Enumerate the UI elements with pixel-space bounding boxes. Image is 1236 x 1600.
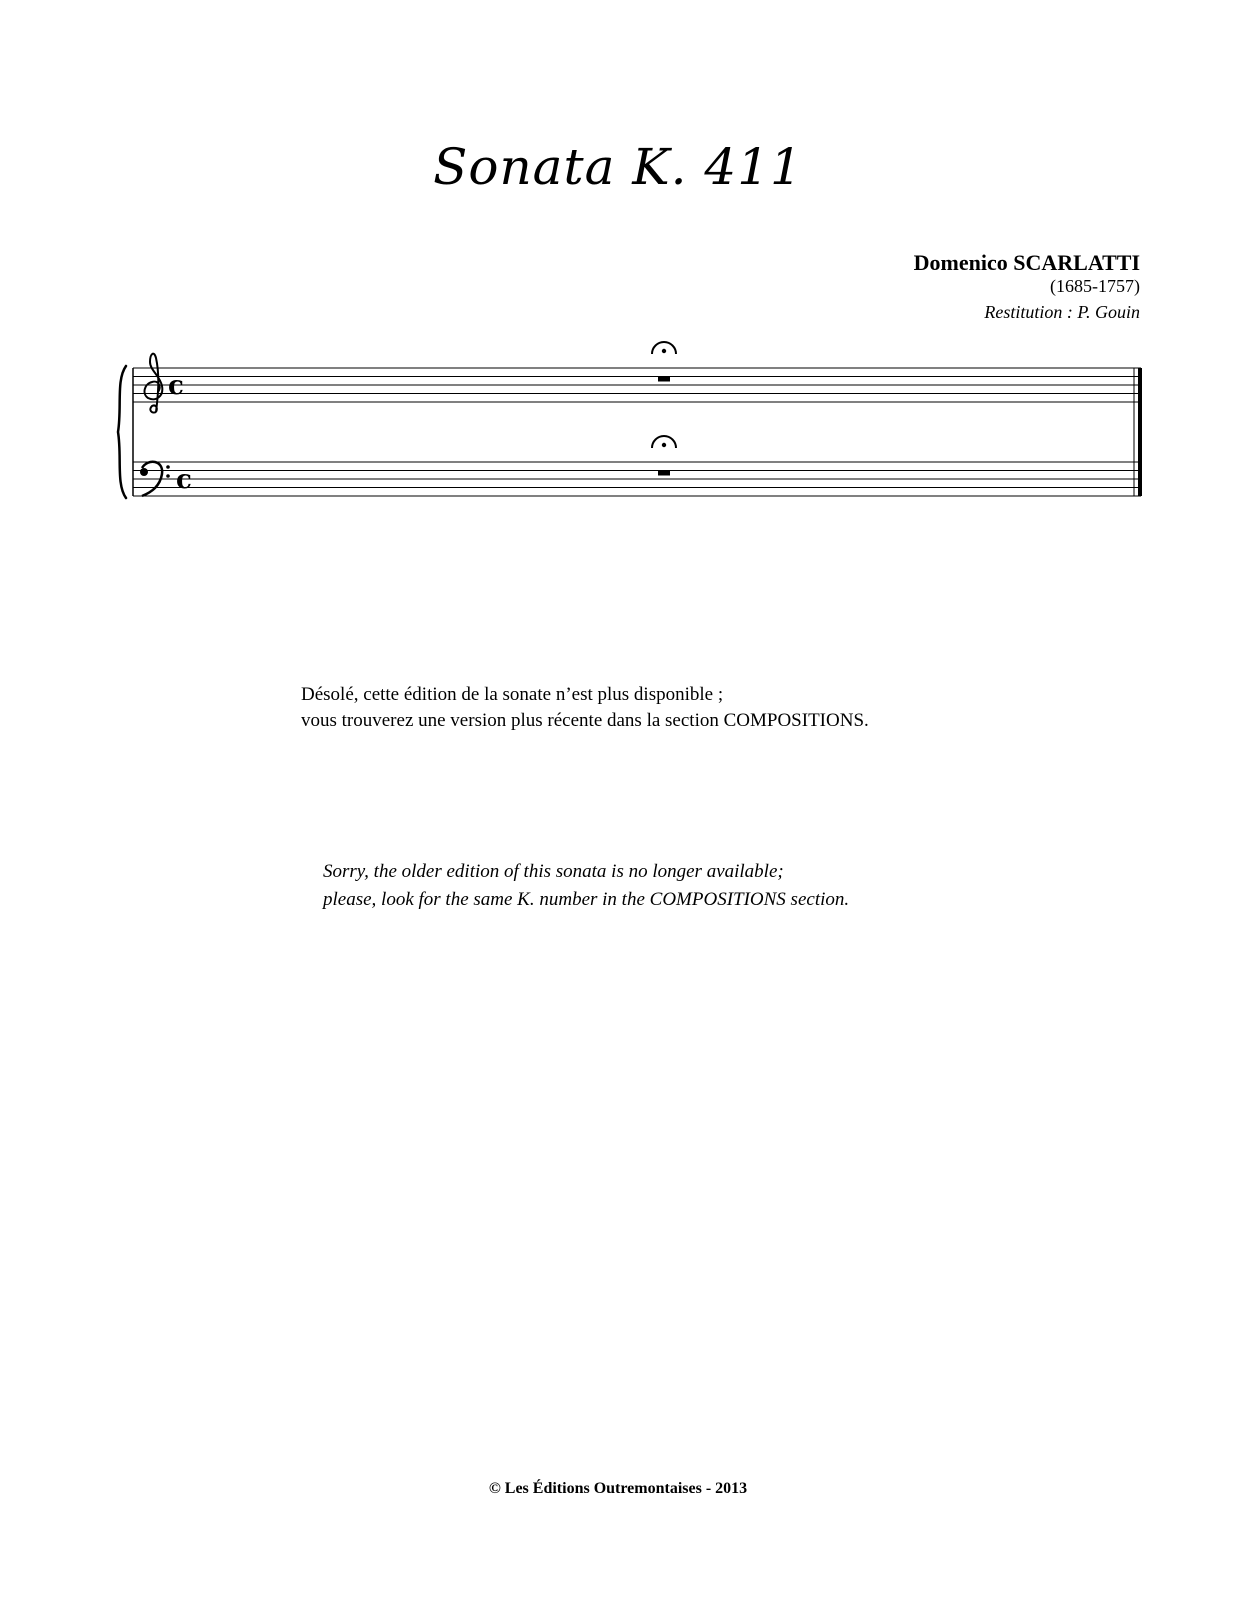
composer-dates: (1685-1757) [1050,276,1140,296]
music-score [112,336,1152,506]
treble-clef-icon [145,354,163,413]
treble-time-signature: c [168,371,184,401]
treble-staff [133,368,1141,402]
bass-time-signature: c [176,465,192,495]
composer-name: Domenico SCARLATTI [913,250,1140,275]
page-title: Sonata K. 411 [433,138,803,196]
final-barline-icon [1134,368,1142,496]
fermata-icon [652,436,676,448]
notice-english [323,858,849,914]
fermata-icon [652,342,676,354]
brace-icon [118,366,126,498]
restitution-credit: Restitution : P. Gouin [984,302,1140,322]
copyright-footer: © Les Éditions Outremontaises - 2013 [488,1480,748,1497]
whole-rest-icon [658,471,670,476]
notice-english-line: Sorry, the older edition of this sonata is no longer available; [323,861,784,882]
whole-rest-icon [658,377,670,382]
notice-english-line: please, look for the same K. number in the COMPOSITIONS section. [323,889,850,910]
notice-french-line: Désolé, cette édition de la sonate n’est plus disponible ; [301,684,724,705]
notice-french-line: vous trouverez une version plus récente dans la section COMPOSITIONS. [301,710,869,731]
bass-staff [133,462,1141,496]
composer-block [914,250,1140,328]
notice-french [301,682,869,734]
